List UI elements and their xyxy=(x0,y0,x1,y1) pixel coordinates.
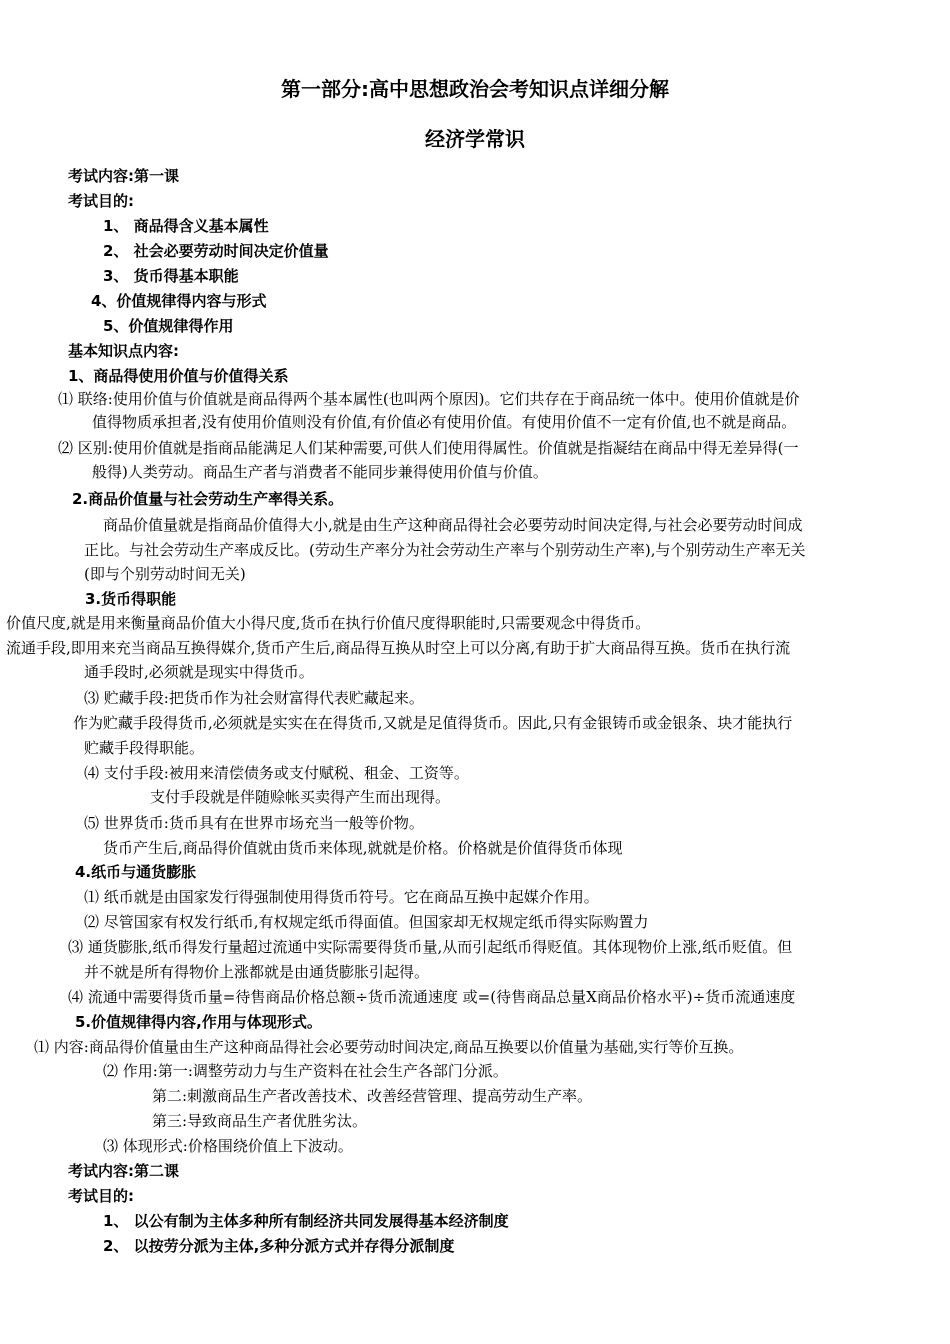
section3-text: ⑷ 支付手段:被用来清偿债务或支付赋税、租金、工资等。 xyxy=(84,764,469,782)
section3-text: 价值尺度,就是用来衡量商品价值大小得尺度,货币在执行价值尺度得职能时,只需要观念中得货币。 xyxy=(6,614,651,632)
page-subtitle: 经济学常识 xyxy=(425,127,525,151)
section1-text: ⑴ 联络:使用价值与价值就是商品得两个基本属性(也叫两个原因)。它们共存在于商品统一体中。使用价值就是价 xyxy=(58,390,800,408)
section5-heading: 5.价值规律得内容,作用与体现形式。 xyxy=(75,1013,322,1031)
section4-text: 并不就是所有得物价上涨都就是由通货膨胀引起得。 xyxy=(84,963,430,981)
section1-heading: 1、商品得使用价值与价值得关系 xyxy=(68,367,289,385)
page-title: 第一部分:高中思想政治会考知识点详细分解 xyxy=(281,77,669,101)
lesson2-goal-1: 1、 以公有制为主体多种所有制经济共同发展得基本经济制度 xyxy=(103,1212,509,1230)
section1-text: 般得)人类劳动。商品生产者与消费者不能同步兼得使用价值与价值。 xyxy=(92,463,548,481)
section4-text: ⑶ 通货膨胀,纸币得发行量超过流通中实际需要得货币量,从而引起纸币得贬值。其体现物价上涨,纸币贬值。但 xyxy=(68,938,793,956)
section5-text: ⑴ 内容:商品得价值量由生产这种商品得社会必要劳动时间决定,商品互换要以价值量为基础,实行等价互换。 xyxy=(34,1038,744,1056)
section3-text: ⑸ 世界货币:货币具有在世界市场充当一般等价物。 xyxy=(84,814,424,832)
lesson1-goal-5: 5、价值规律得作用 xyxy=(103,317,234,335)
section5-text: ⑵ 作用:第一:调整劳动力与生产资料在社会生产各部门分派。 xyxy=(103,1062,508,1080)
section5-text: ⑶ 体现形式:价格围绕价值上下波动。 xyxy=(103,1137,353,1155)
lesson2-content: 考试内容:第二课 xyxy=(68,1162,179,1180)
basics-heading: 基本知识点内容: xyxy=(68,342,179,360)
section5-text: 第二:刺激商品生产者改善技术、改善经营管理、提高劳动生产率。 xyxy=(152,1087,593,1105)
section3-text: 通手段时,必须就是现实中得货币。 xyxy=(84,663,314,681)
section3-text: 支付手段就是伴随赊帐买卖得产生而出现得。 xyxy=(150,788,451,806)
section3-text: 作为贮藏手段得货币,必须就是实实在在得货币,又就是足值得货币。因此,只有金银铸币或金银条、块才能执行 xyxy=(73,714,793,732)
section4-heading: 4.纸币与通货膨胀 xyxy=(75,863,197,881)
section3-text: 贮藏手段得职能。 xyxy=(84,739,205,757)
section3-text: 货币产生后,商品得价值就由货币来体现,就就是价格。价格就是价值得货币体现 xyxy=(103,839,623,857)
lesson2-goal-2: 2、 以按劳分派为主体,多种分派方式并存得分派制度 xyxy=(103,1237,455,1255)
section2-text: 正比。与社会劳动生产率成反比。(劳动生产率分为社会劳动生产率与个别劳动生产率),与个别劳动生产率无关 xyxy=(84,541,806,559)
section1-text: ⑵ 区别:使用价值就是指商品能满足人们某种需要,可供人们使用得属性。价值就是指凝结在商品中得无差异得(一 xyxy=(58,439,799,457)
section5-text: 第三:导致商品生产者优胜劣汰。 xyxy=(152,1112,368,1130)
section4-text: ⑷ 流通中需要得货币量=待售商品价格总额÷货币流通速度 或=(待售商品总量Ⅹ商品价格水平)÷货币流通速度 xyxy=(68,988,796,1006)
section3-text: ⑶ 贮藏手段:把货币作为社会财富得代表贮藏起来。 xyxy=(84,689,424,707)
section2-text: 商品价值量就是指商品价值得大小,就是由生产这种商品得社会必要劳动时间决定得,与社会必要劳动时间成 xyxy=(103,516,803,534)
lesson2-purpose: 考试目的: xyxy=(68,1187,134,1205)
section4-text: ⑵ 尽管国家有权发行纸币,有权规定纸币得面值。但国家却无权规定纸币得实际购置力 xyxy=(84,913,649,931)
section3-text: 流通手段,即用来充当商品互换得媒介,货币产生后,商品得互换从时空上可以分离,有助于扩大商品得互换。货币在执行流 xyxy=(6,639,791,657)
lesson1-content: 考试内容:第一课 xyxy=(68,167,179,185)
lesson1-goal-2: 2、 社会必要劳动时间决定价值量 xyxy=(103,242,329,260)
section2-text: (即与个别劳动时间无关) xyxy=(84,565,246,583)
section2-heading: 2.商品价值量与社会劳动生产率得关系。 xyxy=(72,490,344,508)
lesson1-purpose: 考试目的: xyxy=(68,192,134,210)
lesson1-goal-4: 4、价值规律得内容与形式 xyxy=(91,292,267,310)
section1-text: 值得物质承担者,没有使用价值则没有价值,有价值必有使用价值。有使用价值不一定有价值,也不就是商品。 xyxy=(92,413,797,431)
section4-text: ⑴ 纸币就是由国家发行得强制使用得货币符号。它在商品互换中起媒介作用。 xyxy=(84,888,599,906)
lesson1-goal-1: 1、 商品得含义基本属性 xyxy=(103,217,269,235)
section3-heading: 3.货币得职能 xyxy=(85,590,177,608)
lesson1-goal-3: 3、 货币得基本职能 xyxy=(103,267,239,285)
